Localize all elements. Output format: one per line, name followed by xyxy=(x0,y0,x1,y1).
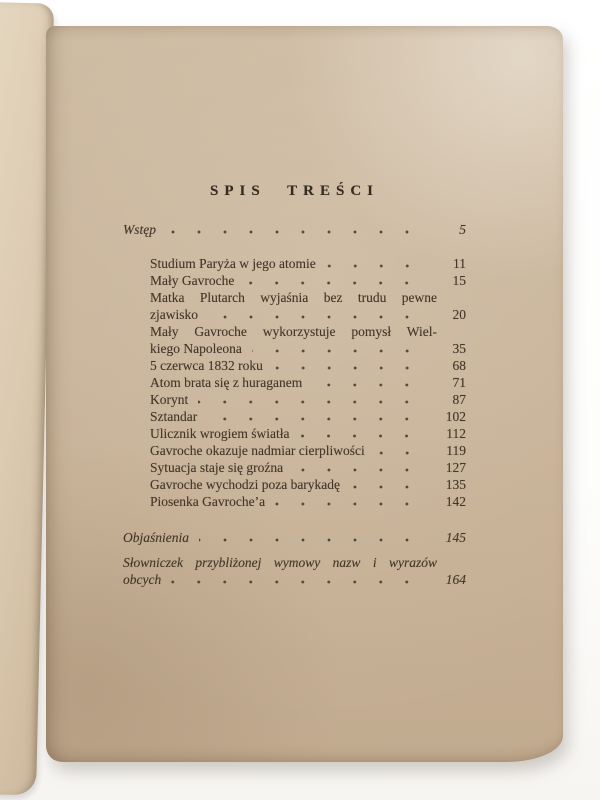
toc-entry xyxy=(123,255,466,272)
dot-leader xyxy=(312,382,430,388)
dot-leader xyxy=(166,229,430,235)
entry-page-number: 71 xyxy=(452,375,466,390)
toc-entry xyxy=(123,493,466,510)
entry-label: zjawisko xyxy=(150,307,198,322)
toc-entry xyxy=(123,408,466,425)
entry-page-number: 68 xyxy=(452,358,466,373)
dot-leader xyxy=(299,433,430,439)
entry-label: Mały Gavroche xyxy=(150,273,235,288)
entry-label: Matka Plutarch wyjaśnia bez trudu pewne xyxy=(150,290,437,305)
toc-entry xyxy=(123,357,466,374)
dot-leader xyxy=(199,537,430,543)
entry-page-number: 119 xyxy=(446,443,466,458)
entry-page-number: 112 xyxy=(446,426,466,441)
entry-page-number: 87 xyxy=(452,392,466,407)
toc-entry xyxy=(123,459,466,476)
dot-leader xyxy=(350,484,430,490)
dot-leader xyxy=(208,314,430,320)
toc-entry-line1 xyxy=(123,289,466,306)
dot-leader xyxy=(293,467,430,473)
entry-page-number: 5 xyxy=(459,222,466,237)
dot-leader xyxy=(252,348,430,354)
entry-label: Gavroche wychodzi poza barykadę xyxy=(150,477,341,492)
entry-label: Piosenka Gavroche’a xyxy=(150,494,266,509)
toc-entry xyxy=(123,272,466,289)
entry-page-number: 20 xyxy=(452,307,466,322)
entry-page-number: 127 xyxy=(445,460,466,475)
toc-entry-line2 xyxy=(123,306,466,323)
book-page xyxy=(46,26,563,762)
toc-entry-line1 xyxy=(123,323,466,340)
toc-entry-line2 xyxy=(123,571,466,588)
dot-leader xyxy=(273,365,430,371)
dot-leader xyxy=(198,399,430,405)
dot-leader xyxy=(207,416,430,422)
entry-label: Sztandar xyxy=(150,409,198,424)
entry-label: Ulicznik wrogiem światła xyxy=(150,426,290,441)
entry-label: Mały Gavroche wykorzystuje pomysł Wiel- xyxy=(150,324,437,339)
dot-leader xyxy=(275,501,430,507)
entry-page-number: 102 xyxy=(445,409,466,424)
entry-label: 5 czerwca 1832 roku xyxy=(150,358,263,373)
toc-entry xyxy=(123,391,466,408)
entry-label: Objaśnienia xyxy=(123,530,189,545)
page-title: SPIS TREŚCI xyxy=(209,183,380,199)
entry-page-number: 35 xyxy=(452,341,466,356)
dot-leader xyxy=(171,579,430,585)
dot-leader xyxy=(326,263,430,269)
entry-page-number: 135 xyxy=(445,477,466,492)
entry-label: obcych xyxy=(123,572,162,587)
entry-label: Wstęp xyxy=(123,222,156,237)
toc-entry xyxy=(123,221,466,238)
entry-label: kiego Napoleona xyxy=(150,341,242,356)
toc-entry xyxy=(123,374,466,391)
toc-entry-line1 xyxy=(123,554,466,571)
entry-label: Atom brata się z huraganem xyxy=(150,375,303,390)
entry-page-number: 142 xyxy=(445,494,466,509)
entry-page-number: 145 xyxy=(445,530,466,545)
entry-page-number: 164 xyxy=(445,572,466,587)
entry-page-number: 11 xyxy=(453,256,466,271)
toc-entry xyxy=(123,529,466,546)
entry-page-number: 15 xyxy=(452,273,466,288)
toc-entry xyxy=(123,476,466,493)
toc-entry xyxy=(123,442,466,459)
entry-label: Słowniczek przybliżonej wymowy nazw i wyrazów xyxy=(123,555,437,570)
entry-label: Korynt xyxy=(150,392,189,407)
entry-label: Studium Paryża w jego atomie xyxy=(150,256,316,271)
dot-leader xyxy=(244,280,430,286)
entry-label: Gavroche okazuje nadmiar cierpliwości xyxy=(150,443,365,458)
dot-leader xyxy=(375,450,430,456)
table-of-contents xyxy=(123,26,466,588)
entry-label: Sytuacja staje się groźna xyxy=(150,460,284,475)
toc-entry-line2 xyxy=(123,340,466,357)
toc-entry xyxy=(123,425,466,442)
